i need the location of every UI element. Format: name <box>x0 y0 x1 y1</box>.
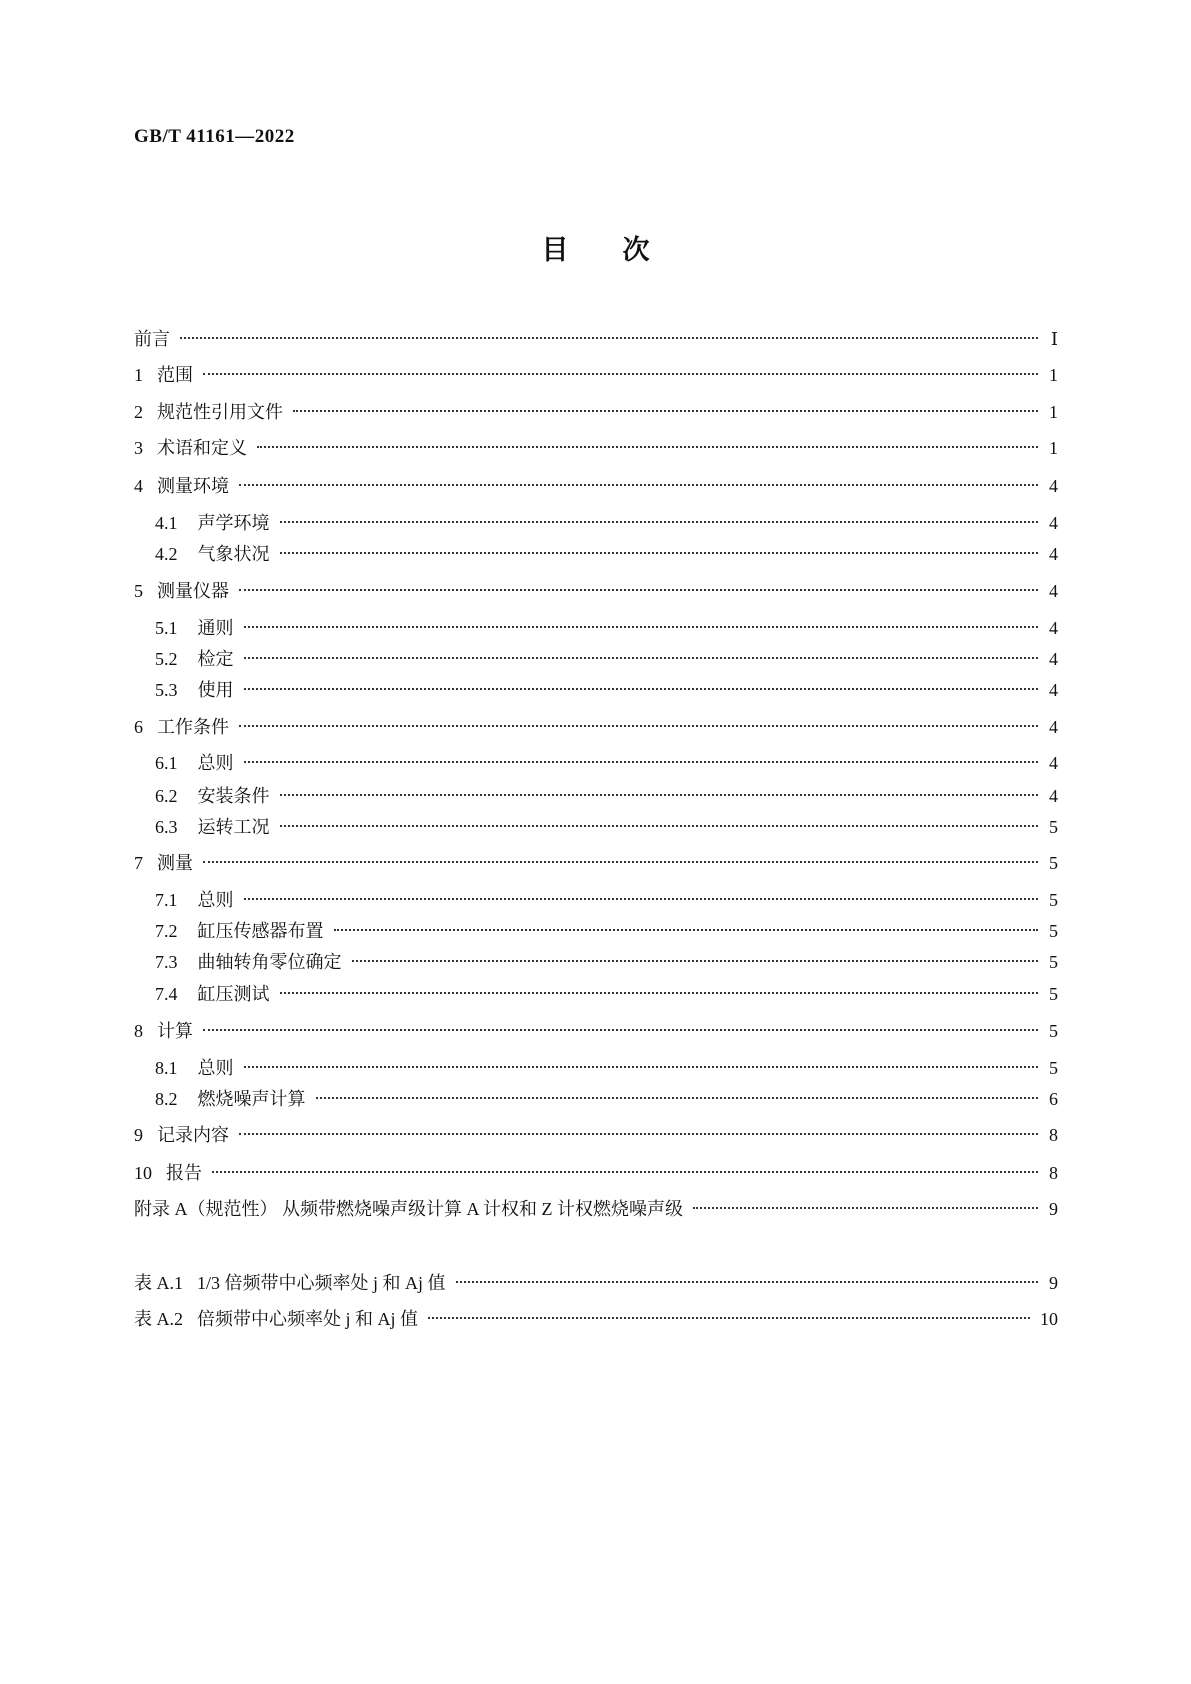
toc-entry-label: 曲轴转角零位确定 <box>197 952 342 973</box>
dot-leader <box>244 1066 1039 1068</box>
toc-entry-page: 4 <box>1049 543 1058 564</box>
toc-entry-label: 安装条件 <box>197 785 270 806</box>
toc-entry-label: 测量仪器 <box>157 581 229 602</box>
toc-entry-label: 缸压测试 <box>197 984 270 1005</box>
toc-entry-label: 工作条件 <box>157 716 229 737</box>
toc-entry-number: 5.1 <box>155 617 178 638</box>
toc-entry-number: 表 A.2 <box>134 1309 183 1330</box>
dot-leader <box>203 1029 1038 1031</box>
toc-entry[interactable] <box>155 646 1058 672</box>
dot-leader <box>352 960 1039 962</box>
dot-leader <box>334 929 1039 931</box>
toc-entry-number: 7.4 <box>155 984 178 1005</box>
toc-entry-label: 燃烧噪声计算 <box>197 1088 306 1109</box>
toc-entry-label: 规范性引用文件 <box>157 401 283 422</box>
dot-leader <box>239 484 1038 486</box>
toc-entry-number: 10 <box>134 1162 152 1183</box>
toc-entry-number: 2 <box>134 401 143 422</box>
toc-entry-label: 前言 <box>134 328 170 349</box>
dot-leader <box>244 761 1039 763</box>
toc-entry-number: 7 <box>134 853 143 874</box>
toc-entry-page: 4 <box>1049 753 1058 774</box>
dot-leader <box>257 446 1038 448</box>
toc-entry-number: 3 <box>134 438 143 459</box>
toc-entry[interactable] <box>134 1306 1058 1332</box>
toc-entry-page: 4 <box>1049 475 1058 496</box>
toc-entry-page: 1 <box>1049 365 1058 386</box>
dot-leader <box>239 725 1038 727</box>
toc-entry[interactable] <box>134 473 1058 499</box>
toc-entry-label: 检定 <box>197 649 234 670</box>
toc-entry-page: 4 <box>1049 617 1058 638</box>
toc-entry-number: 7.1 <box>155 889 178 910</box>
dot-leader <box>203 373 1038 375</box>
toc-entry[interactable] <box>134 1018 1058 1044</box>
toc-entry-label: 总则 <box>197 753 234 774</box>
toc-entry-number: 4.2 <box>155 543 178 564</box>
dot-leader <box>428 1317 1030 1319</box>
toc-entry[interactable] <box>155 541 1058 567</box>
toc-entry[interactable] <box>155 981 1058 1007</box>
toc-entry-page: 5 <box>1049 921 1058 942</box>
toc-entry[interactable] <box>134 850 1058 876</box>
toc-entry[interactable] <box>155 510 1058 536</box>
toc-entry[interactable] <box>155 1055 1058 1081</box>
dot-leader <box>244 898 1039 900</box>
toc-entry-page: 1 <box>1049 401 1058 422</box>
toc-entry-number: 4 <box>134 475 143 496</box>
toc-entry-label: 报告 <box>166 1162 202 1183</box>
dot-leader <box>316 1097 1039 1099</box>
toc-entry-page: 5 <box>1049 952 1058 973</box>
toc-entry-number: 5 <box>134 581 143 602</box>
toc-entry[interactable] <box>155 677 1058 703</box>
toc-entry-label: 记录内容 <box>157 1125 229 1146</box>
toc-entry[interactable] <box>134 1270 1058 1296</box>
dot-leader <box>239 1133 1038 1135</box>
toc-entry-page: 5 <box>1049 853 1058 874</box>
toc-entry[interactable] <box>155 887 1058 913</box>
toc-entry-label: 附录 A（规范性） 从频带燃烧噪声级计算 A 计权和 Z 计权燃烧噪声级 <box>134 1199 683 1220</box>
toc-entry-page: 5 <box>1049 889 1058 910</box>
page-title <box>0 228 1191 267</box>
dot-leader <box>293 410 1038 412</box>
toc-entry[interactable] <box>155 814 1058 840</box>
title-char: 目 <box>541 235 569 266</box>
dot-leader <box>280 521 1039 523</box>
toc-entry[interactable] <box>134 1160 1058 1186</box>
toc-entry-label: 1/3 倍频带中心频率处 j 和 Aj 值 <box>197 1272 446 1293</box>
toc-entry-label: 测量环境 <box>157 475 229 496</box>
toc-entry[interactable] <box>134 1122 1058 1148</box>
toc-entry[interactable] <box>134 399 1058 425</box>
toc-entry[interactable] <box>155 783 1058 809</box>
dot-leader <box>203 861 1038 863</box>
title-char: 次 <box>622 235 650 266</box>
toc-entry-label: 使用 <box>197 680 234 701</box>
dot-leader <box>280 794 1039 796</box>
standard-code: GB/T 41161—2022 <box>134 126 295 147</box>
dot-leader <box>180 337 1038 339</box>
toc-entry[interactable] <box>134 326 1058 352</box>
toc-entry-number: 9 <box>134 1125 143 1146</box>
toc-entry-number: 6.1 <box>155 753 178 774</box>
toc-entry[interactable] <box>155 750 1058 776</box>
toc-entry-label: 测量 <box>157 853 193 874</box>
dot-leader <box>244 688 1039 690</box>
toc-entry-page: 4 <box>1049 716 1058 737</box>
toc-entry-number: 6.3 <box>155 816 178 837</box>
toc-entry-label: 通则 <box>197 617 234 638</box>
toc-entry[interactable] <box>155 1086 1058 1112</box>
toc-entry-number: 7.2 <box>155 921 178 942</box>
toc-entry-page: 4 <box>1049 785 1058 806</box>
toc-entry-page: 10 <box>1040 1309 1058 1330</box>
toc-entry-number: 8.2 <box>155 1088 178 1109</box>
toc-entry-page: 4 <box>1049 581 1058 602</box>
dot-leader <box>244 657 1039 659</box>
toc-entry-label: 范围 <box>157 365 193 386</box>
dot-leader <box>212 1171 1038 1173</box>
toc-entry-page: 9 <box>1049 1199 1058 1220</box>
toc-entry-page: 8 <box>1049 1125 1058 1146</box>
toc-entry[interactable] <box>155 949 1058 975</box>
toc-entry-number: 5.2 <box>155 649 178 670</box>
toc-entry-page: 9 <box>1049 1272 1058 1293</box>
toc-entry-page: 5 <box>1049 1057 1058 1078</box>
toc-entry[interactable] <box>134 435 1058 461</box>
toc-entry-page: 5 <box>1049 816 1058 837</box>
toc-entry-page: 5 <box>1049 984 1058 1005</box>
toc-entry-number: 4.1 <box>155 512 178 533</box>
dot-leader <box>239 589 1038 591</box>
toc-entry-number: 8.1 <box>155 1057 178 1078</box>
toc-entry[interactable] <box>134 1196 1058 1222</box>
toc-entry-page: 4 <box>1049 680 1058 701</box>
toc-entry[interactable] <box>134 362 1058 388</box>
toc-entry[interactable] <box>155 918 1058 944</box>
toc-entry-number: 7.3 <box>155 952 178 973</box>
toc-entry-number: 8 <box>134 1021 143 1041</box>
toc-entry-page: 1 <box>1049 438 1058 459</box>
toc-entry-page: 4 <box>1049 649 1058 670</box>
toc-entry-number: 1 <box>134 365 143 386</box>
toc-entry-label: 运转工况 <box>197 816 270 837</box>
toc-entry-label: 总则 <box>197 889 234 910</box>
toc-entry-page: 5 <box>1049 1021 1058 1041</box>
toc-entry-page: Ⅰ <box>1050 328 1058 349</box>
toc-entry-label: 倍频带中心频率处 j 和 Aj 值 <box>197 1309 418 1330</box>
toc-entry-label: 声学环境 <box>197 512 270 533</box>
toc-entry-page: 8 <box>1049 1162 1058 1183</box>
toc-entry-label: 缸压传感器布置 <box>197 921 324 942</box>
dot-leader <box>456 1281 1038 1283</box>
dot-leader <box>693 1207 1038 1209</box>
toc-entry-label: 气象状况 <box>197 543 270 564</box>
toc-entry[interactable] <box>134 578 1058 604</box>
toc-entry-label: 计算 <box>157 1021 193 1041</box>
dot-leader <box>280 825 1039 827</box>
toc-entry-number: 6 <box>134 716 143 737</box>
toc-entry-number: 5.3 <box>155 680 178 701</box>
toc-entry-label: 术语和定义 <box>157 438 247 459</box>
dot-leader <box>280 552 1039 554</box>
toc-entry-number: 表 A.1 <box>134 1272 183 1293</box>
toc-entry-page: 6 <box>1049 1088 1058 1109</box>
toc-entry-page: 4 <box>1049 512 1058 533</box>
toc-entry[interactable] <box>155 615 1058 641</box>
dot-leader <box>280 992 1039 994</box>
dot-leader <box>244 626 1039 628</box>
toc-entry[interactable] <box>134 714 1058 740</box>
toc-entry-label: 总则 <box>197 1057 234 1078</box>
toc-entry-number: 6.2 <box>155 785 178 806</box>
